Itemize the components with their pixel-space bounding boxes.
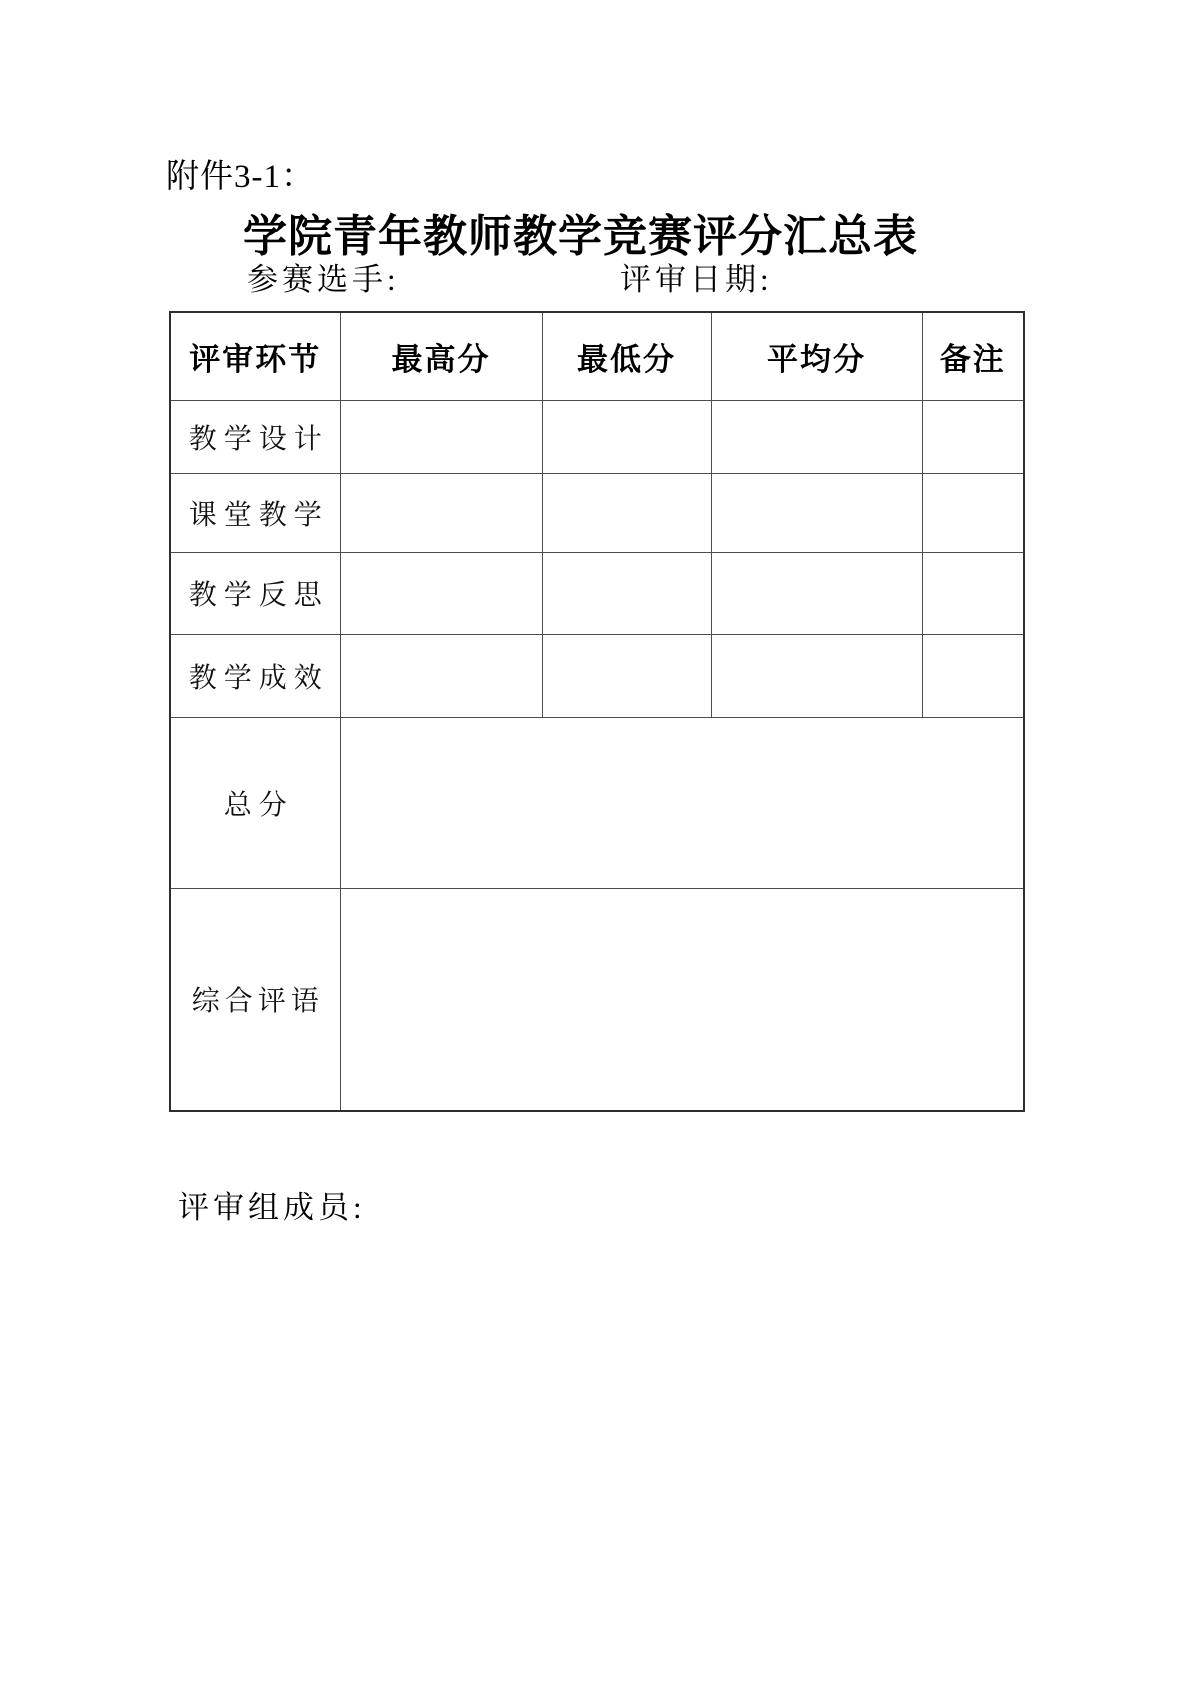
review-date-field-label: 评审日期:: [620, 262, 773, 297]
row-label-overall-comment: 综合评语: [170, 888, 340, 1111]
row-label-teaching-design: 教学设计: [170, 400, 340, 473]
cell-avg-score: [711, 400, 922, 473]
jury-members-field-label: 评审组成员:: [178, 1190, 366, 1225]
cell-min-score: [542, 400, 711, 473]
cell-min-score: [542, 473, 711, 552]
cell-avg-score: [711, 473, 922, 552]
cell-overall-comment: [340, 888, 1024, 1111]
cell-remarks: [922, 634, 1024, 717]
cell-min-score: [542, 634, 711, 717]
cell-max-score: [340, 634, 542, 717]
cell-max-score: [340, 552, 542, 634]
attachment-label: 附件3-1：: [166, 159, 315, 195]
table-row: [170, 400, 1024, 473]
table-row: [170, 634, 1024, 717]
column-header-review-stage: 评审环节: [170, 312, 340, 400]
score-summary-table: [169, 311, 1023, 1110]
row-label-teaching-effect: 教学成效: [170, 634, 340, 717]
column-header-max-score: 最高分: [340, 312, 542, 400]
cell-remarks: [922, 473, 1024, 552]
row-label-classroom-teaching: 课堂教学: [170, 473, 340, 552]
participant-field-label: 参赛选手:: [247, 262, 400, 297]
column-header-min-score: 最低分: [542, 312, 711, 400]
cell-min-score: [542, 552, 711, 634]
cell-max-score: [340, 473, 542, 552]
total-score-row: [170, 717, 1024, 888]
cell-max-score: [340, 400, 542, 473]
page-title: 学院青年教师教学竞赛评分汇总表: [243, 212, 918, 261]
cell-total-score: [340, 717, 1024, 888]
cell-remarks: [922, 400, 1024, 473]
table-row: [170, 552, 1024, 634]
table-header-row: [170, 312, 1024, 400]
cell-remarks: [922, 552, 1024, 634]
table-row: [170, 473, 1024, 552]
cell-avg-score: [711, 634, 922, 717]
cell-avg-score: [711, 552, 922, 634]
overall-comment-row: [170, 888, 1024, 1111]
row-label-total-score: 总分: [170, 717, 340, 888]
row-label-teaching-reflection: 教学反思: [170, 552, 340, 634]
column-header-avg-score: 平均分: [711, 312, 922, 400]
column-header-remarks: 备注: [922, 312, 1024, 400]
